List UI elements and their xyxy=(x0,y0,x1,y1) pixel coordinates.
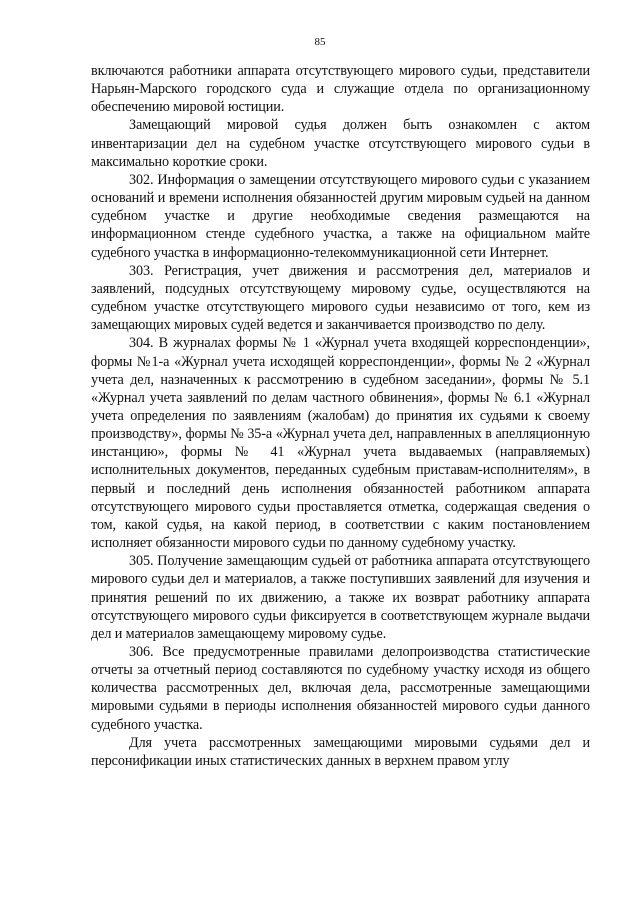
paragraph-302: 302. Информация о замещении отсутствующего мирового судьи с указанием оснований и времени исполнения обязанностей другим мировым судьей на данном судебном участке и другие необходимые сведения размещаются на информационном стенде судебного участка, а также на официальном майте судебного участка в информационно-телекоммуникационной сети Интернет. xyxy=(91,171,590,261)
paragraph-306: 306. Все предусмотренные правилами делопроизводства статистические отчеты за отчетный период составляются по судебному участку исходя из общего количества рассмотренных дел, включая дела, рассмотренные замещающими мировыми судьями в периоды исполнения обязанностей мирового судьи данного судебного участка. xyxy=(91,644,590,733)
paragraph-304: 304. В журналах формы № 1 «Журнал учета входящей корреспонденции», формы №1-а «Журнал учета исходящей корреспонденции», формы № 2 «Журнал учета дел, назначенных к рассмотрению в судебном заседании», формы № 5.1 «Журнал учета заявлений по делам частного обвинения», формы № 6.1 «Журнал учета определения по заявлениям (жалобам) до принятия их судьями к своему производству», формы № 35-а «Журнал учета дел, направленных в апелляционную инстанцию», формы № 41 «Журнал учета выдаваемых (направляемых) исполнительных документов, переданных судебным приставам-исполнителям», в первый и последний день исполнения обязанностей работником аппарата отсутствующего мирового судьи проставляется отметка, содержащая сведения о том, какой судья, на какой период, в соответствии с каким постановлением исполняет обязанности мирового судьи по данному судебному участку. xyxy=(91,335,590,552)
paragraph-303: 303. Регистрация, учет движения и рассмотрения дел, материалов и заявлений, подсудных отсутствующему мировому судье, осуществляются на судебном участке отсутствующего мирового судьи независимо от того, кем из замещающих мировых судей ведется и заканчивается производство по делу. xyxy=(91,262,590,334)
page-number: 85 xyxy=(314,36,326,48)
paragraph-continuation: включаются работники аппарата отсутствующего мирового судьи, представители Нарьян-Марского городского суда и служащие отдела по организационному обеспечению мировой юстиции. xyxy=(91,63,590,116)
paragraph-305: 305. Получение замещающим судьей от работника аппарата отсутствующего мирового судьи дел и материалов, а также поступивших заявлений для изучения и принятия решений по их движению, а также их возврат работнику аппарата отсутствующего мирового судьи фиксируется в соответствующем журнале выдачи дел и материалов замещающему мировому судье. xyxy=(91,553,590,642)
document-body xyxy=(91,62,590,770)
paragraph-statistics: Для учета рассмотренных замещающими мировыми судьями дел и персонификации иных статистических данных в верхнем правом углу xyxy=(91,734,590,769)
paragraph-acquaintance: Замещающий мировой судья должен быть ознакомлен с актом инвентаризации дел на судебном участке отсутствующего мирового судьи в максимально короткие сроки. xyxy=(91,117,590,170)
